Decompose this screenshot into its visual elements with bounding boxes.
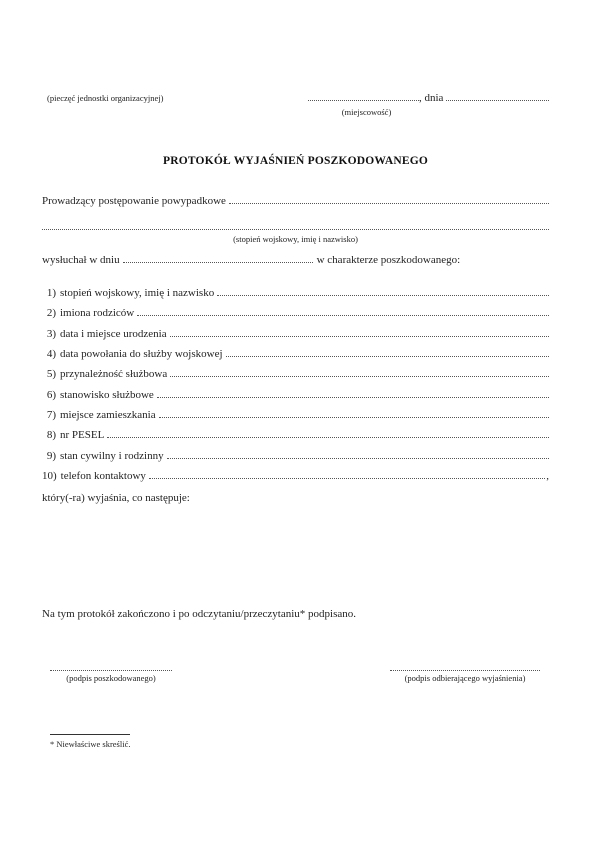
date-blank-field xyxy=(446,100,549,101)
list-item-residence xyxy=(42,409,549,429)
item-label: stopień wojskowy, imię i nazwisko xyxy=(60,287,215,299)
signatures-row xyxy=(42,660,549,683)
item-number: 10) xyxy=(42,470,57,483)
list-item-service-start-date xyxy=(42,348,549,368)
item-number: 9) xyxy=(46,449,56,462)
item-label: miejsce zamieszkania xyxy=(60,409,156,422)
investigator-blank-field xyxy=(229,203,549,204)
item-blank-field xyxy=(137,315,549,316)
heard-prefix-label: wysłuchał w dniu xyxy=(42,254,120,266)
footnote-block xyxy=(42,734,549,749)
list-item-pesel xyxy=(42,429,549,449)
stamp-caption: (pieczęć jednostki organizacyjnej) xyxy=(47,93,164,103)
list-item-service-affiliation xyxy=(42,368,549,388)
victim-data-list xyxy=(42,287,549,490)
investigator-name-blank-field xyxy=(42,219,549,230)
victim-signature-caption: (podpis poszkodowanego) xyxy=(66,673,156,684)
list-item-phone xyxy=(42,470,549,490)
item-label: telefon kontaktowy xyxy=(60,470,146,483)
receiver-signature-block xyxy=(390,660,540,683)
place-date-line xyxy=(308,92,549,105)
receiver-signature-caption: (podpis odbierającego wyjaśnienia) xyxy=(404,673,526,684)
item-number: 1) xyxy=(46,287,56,299)
item-blank-field xyxy=(226,356,549,357)
footnote-text: * Niewłaściwe skreślić. xyxy=(50,739,131,750)
item-blank-field xyxy=(157,397,549,398)
place-date-block xyxy=(308,92,549,117)
item-number: 4) xyxy=(46,348,56,361)
list-item-position xyxy=(42,389,549,409)
item-blank-field xyxy=(170,376,549,377)
list-item-birth-date-place xyxy=(42,328,549,348)
item-number: 2) xyxy=(46,307,56,320)
item-label: przynależność służbowa xyxy=(60,368,168,381)
form-header xyxy=(42,92,549,117)
item-label: data i miejsce urodzenia xyxy=(60,327,167,340)
item-label: stanowisko służbowe xyxy=(60,388,154,401)
item-label: data powołania do służby wojskowej xyxy=(60,348,223,361)
heard-date-blank-field xyxy=(123,262,313,263)
list-item-marital-status xyxy=(42,450,549,470)
item-number: 8) xyxy=(46,429,56,442)
place-caption: (miejscowość) xyxy=(341,107,392,117)
form-title: PROTOKÓŁ WYJAŚNIEŃ POSZKODOWANEGO xyxy=(163,155,428,167)
item-blank-field xyxy=(217,295,549,296)
item-blank-field xyxy=(149,478,545,479)
item-number: 5) xyxy=(46,368,56,381)
receiver-signature-blank-field xyxy=(390,660,540,671)
item-number: 6) xyxy=(46,388,56,401)
list-item-rank-name xyxy=(42,287,549,307)
closing-line: Na tym protokół zakończono i po odczytaniu/przeczytaniu* podpisano. xyxy=(42,608,357,621)
heard-suffix-label: w charakterze poszkodowanego: xyxy=(316,254,461,266)
investigator-line xyxy=(42,195,549,208)
item-blank-field xyxy=(170,336,549,337)
dnia-label: , dnia xyxy=(419,92,444,104)
item-blank-field xyxy=(107,437,549,438)
item-blank-field xyxy=(167,458,549,459)
victim-signature-block xyxy=(50,660,172,683)
investigator-label: Prowadzący postępowanie powypadkowe xyxy=(42,195,226,207)
heard-line xyxy=(42,254,549,267)
explains-line: który(-ra) wyjaśnia, co następuje: xyxy=(42,492,190,505)
item-number: 3) xyxy=(46,327,56,340)
victim-signature-blank-field xyxy=(50,660,172,671)
item-blank-field xyxy=(159,417,549,418)
item-label: stan cywilny i rodzinny xyxy=(60,449,164,462)
investigator-name-caption: (stopień wojskowy, imię i nazwisko) xyxy=(233,234,358,244)
item-number: 7) xyxy=(46,409,56,422)
place-blank-field xyxy=(308,100,419,101)
item-suffix: , xyxy=(546,470,549,483)
item-label: imiona rodziców xyxy=(60,307,135,320)
footnote-rule xyxy=(50,734,130,735)
item-label: nr PESEL xyxy=(60,429,105,442)
list-item-parents-names xyxy=(42,307,549,327)
